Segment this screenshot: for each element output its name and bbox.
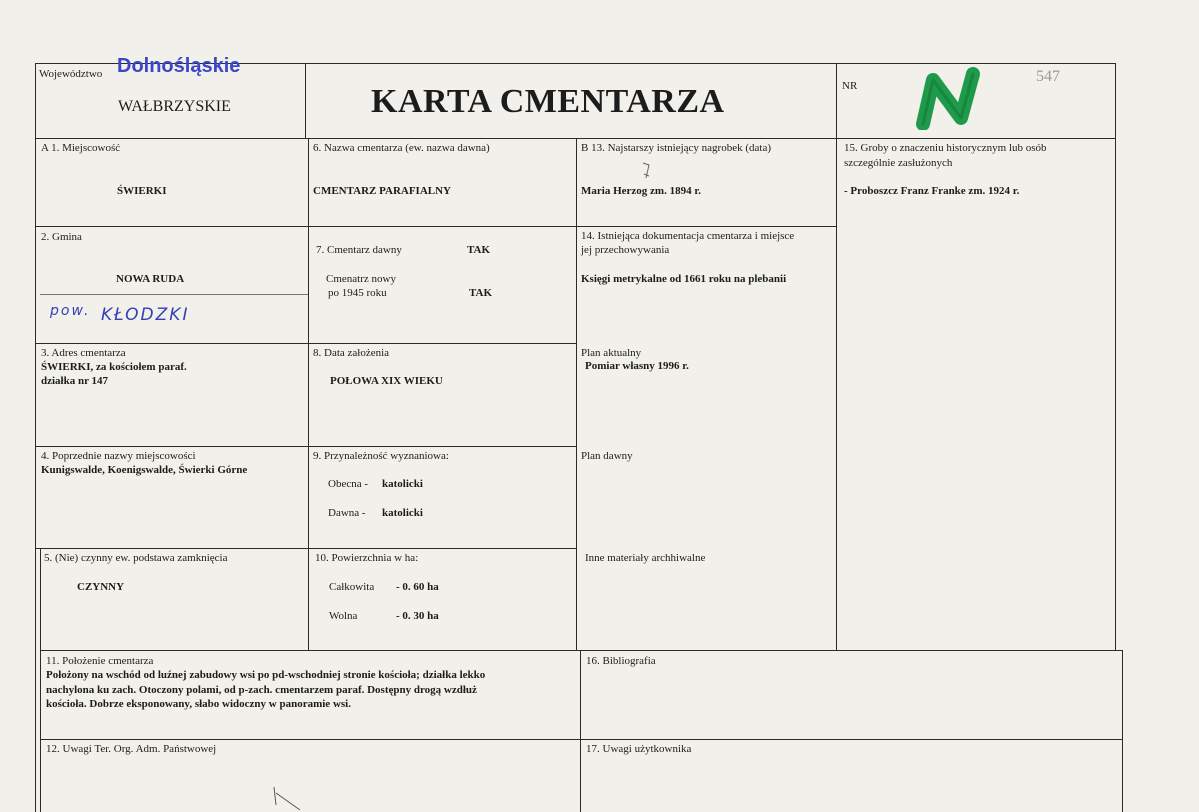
field-9-former-value: katolicki [382,507,423,519]
field-10-total-value: - 0. 60 ha [396,581,439,593]
field-11-label: 11. Położenie cmentarza [46,655,154,667]
field-7-old-value: TAK [467,244,491,256]
green-marker-n-icon [915,66,995,130]
plan-current-value: Pomiar własny 1996 r. [585,360,689,372]
row-line-6 [40,739,1123,740]
field-2-value: NOWA RUDA [116,273,185,285]
field-5-value: CZYNNY [77,581,125,593]
field-3-label: 3. Adres cmentarza [41,347,126,359]
lower-column-divider [580,650,581,812]
field-2-label: 2. Gmina [41,231,82,243]
field-3-value-1: ŚWIERKI, za kościołem paraf. [41,361,187,373]
column-divider-2 [308,138,309,650]
field-b13-label: B 13. Najstarszy istniejący nagrobek (data) [581,142,771,154]
field-15-label-2: szczególnie zasłużonych [844,157,953,169]
row-line-1 [35,226,837,227]
field-6-label: 6. Nazwa cmentarza (ew. nazwa dawna) [313,142,490,154]
row-line-5 [40,650,1123,651]
field-7-new-label-2: po 1945 roku [328,287,387,299]
field-10-total-label: Całkowita [329,581,375,593]
field-15-label-1: 15. Groby o znaczeniu historycznym lub osób [844,142,1047,154]
lower-left-edge [40,548,41,812]
field-6-value: CMENTARZ PARAFIALNY [313,185,452,197]
column-divider-4 [836,63,837,650]
plan-current-label: Plan aktualny [581,347,642,359]
pencil-stroke-icon [270,785,304,812]
field-b13-value: Maria Herzog zm. 1894 r. [581,185,701,197]
row-line-2b [308,446,577,447]
field-11-line-2: nachylona ku zach. Otoczony polami, od p-zach. cmentarzem paraf. Dostępny drogą wzdłuż [46,684,477,696]
row-line-4a [35,548,308,549]
form-border-right-lower [1122,650,1123,812]
field-9-label: 9. Przynależność wyznaniowa: [313,450,449,462]
form-border-left [35,63,36,812]
field-2-handwritten-prefix: pow. [50,303,91,319]
form-border-right [1115,63,1116,650]
column-divider-3 [576,138,577,650]
row-line-3a [35,446,308,447]
page-title: KARTA CMENTARZA [371,83,725,120]
field-a1-label: A 1. Miejscowość [41,142,121,154]
field-16-label: 16. Bibliografia [586,655,656,667]
field-8-label: 8. Data założenia [313,347,390,359]
plan-old-label: Plan dawny [581,450,633,462]
pencil-mark-icon [640,160,654,182]
old-voivodeship: WAŁBRZYSKIE [118,98,231,115]
archive-label: Inne materiały archhiwalne [585,552,706,564]
field-14-label-1: 14. Istniejąca dokumentacja cmentarza i miejsce [581,230,795,242]
field-4-label: 4. Poprzednie nazwy miejscowości [41,450,196,462]
field-14-label-2: jej przechowywania [581,244,670,256]
field-10-free-value: - 0. 30 ha [396,610,439,622]
field-3-value-2: działka nr 147 [41,375,109,387]
field-4-value: Kunigswalde, Koenigswalde, Świerki Górne [41,464,248,476]
field-5-label: 5. (Nie) czynny ew. podstawa zamknięcia [44,552,228,564]
row-line-2a [35,343,577,344]
field-7-old-label: 7. Cmentarz dawny [316,244,402,256]
field-17-label: 17. Uwagi użytkownika [586,743,692,755]
field-9-current-value: katolicki [382,478,423,490]
field-12-label: 12. Uwagi Ter. Org. Adm. Państwowej [46,743,217,755]
field-15-value: - Proboszcz Franz Franke zm. 1924 r. [844,185,1020,197]
field-a1-value: ŚWIERKI [117,185,167,197]
voivodeship-label: Województwo [39,68,103,80]
gmina-sub-line [40,294,308,295]
field-8-value: POŁOWA XIX WIEKU [330,375,443,387]
field-9-current-label: Obecna - [328,478,369,490]
field-2-handwritten-value: KŁODZKI [101,305,190,325]
field-14-value: Księgi metrykalne od 1661 roku na plebanii [581,273,787,285]
nr-pencil-number: 547 [1036,68,1060,85]
row-line-3b [308,548,577,549]
header-divider-1 [305,63,306,139]
field-10-free-label: Wolna [329,610,358,622]
nr-label: NR [842,80,858,92]
voivodeship-stamp: Dolnośląskie [117,55,241,77]
field-7-new-label-1: Cmenatrz nowy [326,273,396,285]
field-10-label: 10. Powierzchnia w ha: [315,552,419,564]
field-11-line-1: Położony na wschód od luźnej zabudowy wsi po pd-wschodniej stronie kościoła; działka lekko [46,669,486,681]
field-7-new-value: TAK [469,287,493,299]
field-11-line-3: kościoła. Dobrze eksponowany, słabo widoczny w panoramie wsi. [46,698,351,710]
field-9-former-label: Dawna - [328,507,366,519]
